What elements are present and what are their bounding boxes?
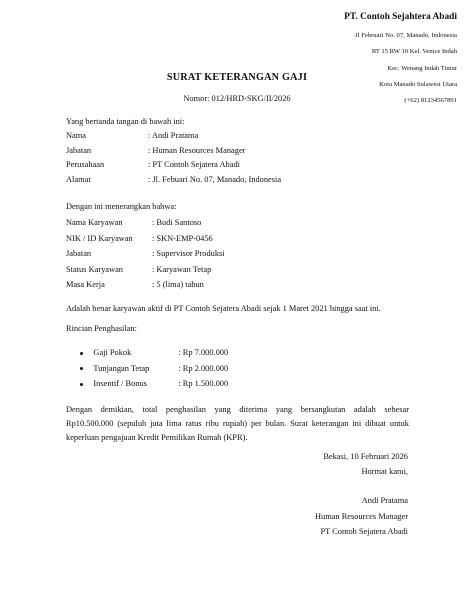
signer-row-value: : Jl. Febuari No. 07, Manado, Indonesia (148, 174, 282, 184)
bullet-icon (80, 352, 83, 355)
signer-row (66, 175, 281, 186)
employee-row-label: NIK / ID Karyawan (66, 233, 133, 243)
employee-row (66, 265, 211, 276)
employee-row-label: Nama Karyawan (66, 218, 123, 227)
employee-row-value: : SKN-EMP-0456 (152, 233, 213, 243)
active-statement: Adalah benar karyawan aktif di PT Contoh Sejatera Abadi sejak 1 Maret 2021 hingga saat ini. (66, 304, 381, 313)
signer-row-value: : Andi Pratama (148, 131, 199, 140)
signer-row (66, 146, 245, 157)
employee-row (66, 249, 225, 260)
signer-row-label: Nama (66, 131, 86, 140)
income-item-label: Gaji Pokok (93, 348, 132, 357)
employee-row (66, 234, 213, 245)
employee-row (66, 218, 201, 229)
closing-line: Rp10.500.000 (sepuluh juta lima ratus ribu rupiah) per bulan. Surat keterangan ini dibuat untuk (66, 418, 409, 428)
declare-text: Dengan ini menerangkan bahwa: (66, 202, 177, 211)
bullet-icon (80, 383, 83, 386)
signature-name: Andi Pratama (361, 496, 408, 505)
employee-row (66, 280, 204, 291)
signer-row-label: Perusahaan (66, 160, 105, 169)
document-title: SURAT KETERANGAN GAJI (166, 72, 308, 83)
income-item (80, 348, 228, 359)
income-item-label: Insentif / Bonus (93, 379, 147, 388)
signer-row (66, 131, 198, 142)
document-number: Nomor: 012/HRD-SKG/II/2026 (183, 94, 291, 103)
signature-regards: Hormat kami, (361, 467, 408, 476)
signature-place-date: Bekasi, 10 Februari 2026 (323, 452, 408, 461)
signer-row-label: Alamat (66, 174, 91, 184)
income-item-value: : Rp 2.000.000 (178, 363, 229, 373)
bullet-icon (80, 367, 83, 370)
employee-row-label: Masa Kerja (66, 280, 105, 289)
income-item-label: Tunjangan Tetap (93, 363, 150, 373)
letterhead-phone: (+62) 81234567891 (404, 97, 457, 105)
closing-line: keperluan pengajuan Kredit Pemilikan Rumah (KPR). (66, 432, 248, 442)
income-item (80, 379, 228, 390)
signer-row-label: Jabatan (66, 145, 92, 155)
signer-row-value: : PT Contoh Sejatera Abadi (148, 160, 240, 169)
letterhead-address-line: RT 15 RW 10 Kel. Venice Indah (371, 48, 457, 56)
income-item-value: : Rp 7.000.000 (178, 348, 229, 357)
income-item-value: : Rp 1.500.000 (178, 379, 229, 388)
employee-row-value: : 5 (lima) tahun (152, 280, 204, 289)
income-heading: Rincian Penghasilan: (66, 324, 137, 333)
letterhead-address-line: Kec. Wenang Indah Timur (387, 64, 457, 72)
employee-row-value: : Budi Santoso (152, 218, 202, 227)
income-item (80, 364, 228, 375)
employee-row-label: Jabatan (66, 249, 92, 258)
signature-company: PT Contoh Sejatera Abadi (320, 527, 408, 536)
signer-row (66, 160, 240, 171)
employee-row-value: : Karyawan Tetap (152, 264, 212, 274)
closing-line: Dengan demikian, total penghasilan yang diterima yang bersangkutan adalah sebesar (66, 405, 409, 414)
letterhead-company: PT. Contoh Sejahtera Abadi (344, 12, 457, 22)
employee-row-label: Status Karyawan (66, 264, 123, 274)
letterhead-address-line: Kota Manado Sulawesi Utara (379, 81, 457, 89)
closing-paragraph (66, 403, 409, 444)
signature-title: Human Resources Manager (314, 511, 408, 521)
intro-text: Yang bertanda tangan di bawah ini: (66, 117, 185, 126)
letterhead-address-line: Jl Februari No. 07, Manado, Indonesia (355, 31, 457, 39)
employee-row-value: : Supervisor Produksi (152, 249, 225, 258)
signer-row-value: : Human Resources Manager (148, 145, 246, 155)
